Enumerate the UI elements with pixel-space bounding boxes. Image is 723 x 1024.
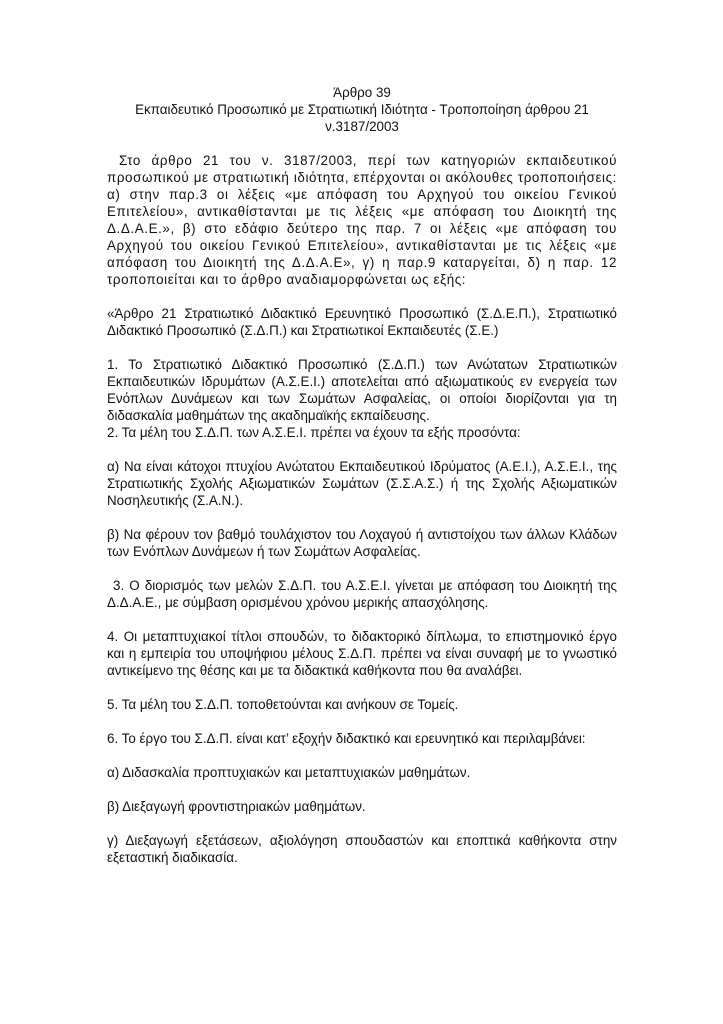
document-page [107,84,617,866]
intro-paragraph: Στο άρθρο 21 του ν. 3187/2003, περί των κατηγοριών εκπαιδευτικού προσωπικού με στρατιωτική ιδιότητα, επέρχονται οι ακόλουθες τροποποιήσεις: α) στην παρ.3 οι λέξεις «με απόφαση του Αρχηγού του οικείου Γενικού Επιτελείου», αντικαθίστανται με τις λέξεις «με απόφαση του Διοικητή της Δ.Δ.Α.Ε.», β) στο εδάφιο δεύτερο της παρ. 7 οι λέξεις «με απόφαση του Αρχηγού του οικείου Γενικού Επιτελείου», αντικαθίστανται με τις λέξεις «με απόφαση του Διοικητή της Δ.Δ.Α.Ε», γ) η παρ.9 καταργείται, δ) η παρ. 12 τροποποιείται και το άρθρο αναδιαμορφώνεται ως εξής: [107,153,617,287]
paragraph-1: 1. Το Στρατιωτικό Διδακτικό Προσωπικό (Σ.Δ.Π.) των Ανώτατων Στρατιωτικών Εκπαιδευτικών Ιδρυμάτων (Α.Σ.Ε.Ι.) αποτελείται από αξιωματικούς εν ενεργεία των Ενόπλων Δυνάμεων και των Σωμάτων Ασφαλείας, οι οποίοι διορίζονται για τη διδασκαλία μαθημάτων της ακαδημαϊκής εκπαίδευσης. [107,357,617,423]
paragraph-4: 4. Οι μεταπτυχιακοί τίτλοι σπουδών, το διδακτορικό δίπλωμα, το επιστημονικό έργο και η εμπειρία του υποψήφιου μέλους Σ.Δ.Π. πρέπει να είναι συναφή με το γνωστικό αντικείμενο της θέσης και με τα διδακτικά καθήκοντα που θα αναλάβει. [107,629,617,678]
paragraph-2a: α) Να είναι κάτοχοι πτυχίου Ανώτατου Εκπαιδευτικού Ιδρύματος (Α.Ε.Ι.), Α.Σ.Ε.Ι., της Στρατιωτικής Σχολής Αξιωματικών Σωμάτων (Σ.Σ.Α.Σ.) ή της Σχολής Αξιωματικών Νοσηλευτικής (Σ.Α.Ν.). [107,459,617,508]
article-title: Εκπαιδευτικό Προσωπικό με Στρατιωτική Ιδιότητα - Τροποποίηση άρθρου 21 [135,102,589,117]
paragraph-5: 5. Τα μέλη του Σ.Δ.Π. τοποθετούνται και ανήκουν σε Τομείς. [107,697,459,712]
paragraph-6b: β) Διεξαγωγή φροντιστηριακών μαθημάτων. [107,799,366,814]
paragraph-2: 2. Τα μέλη του Σ.Δ.Π. των Α.Σ.Ε.Ι. πρέπει να έχουν τα εξής προσόντα: [107,425,521,440]
paragraph-6a: α) Διδασκαλία προπτυχιακών και μεταπτυχιακών μαθημάτων. [107,765,471,780]
quoted-article-title: «Άρθρο 21 Στρατιωτικό Διδακτικό Ερευνητικό Προσωπικό (Σ.Δ.Ε.Π.), Στρατιωτικό Διδακτικό Προσωπικό (Σ.Δ.Π.) και Στρατιωτικοί Εκπαιδευτές (Σ.Ε.) [107,306,617,338]
paragraph-2b: β) Να φέρουν τον βαθμό τουλάχιστον του Λοχαγού ή αντιστοίχου των άλλων Κλάδων των Ενόπλων Δυνάμεων ή των Σωμάτων Ασφαλείας. [107,527,617,559]
article-number: Άρθρο 39 [333,85,391,100]
paragraph-6: 6. Το έργο του Σ.Δ.Π. είναι κατ’ εξοχήν διδακτικό και ερευνητικό και περιλαμβάνει: [107,731,586,746]
paragraph-6c: γ) Διεξαγωγή εξετάσεων, αξιολόγηση σπουδαστών και εποπτικά καθήκοντα στην εξεταστική διαδικασία. [107,833,617,865]
paragraph-3: 3. Ο διορισμός των μελών Σ.Δ.Π. του Α.Σ.Ε.Ι. γίνεται με απόφαση του Διοικητή της Δ.Δ.Α.Ε., με σύμβαση ορισμένου χρόνου μερικής απασχόλησης. [107,578,617,610]
article-title-law: ν.3187/2003 [325,119,399,134]
